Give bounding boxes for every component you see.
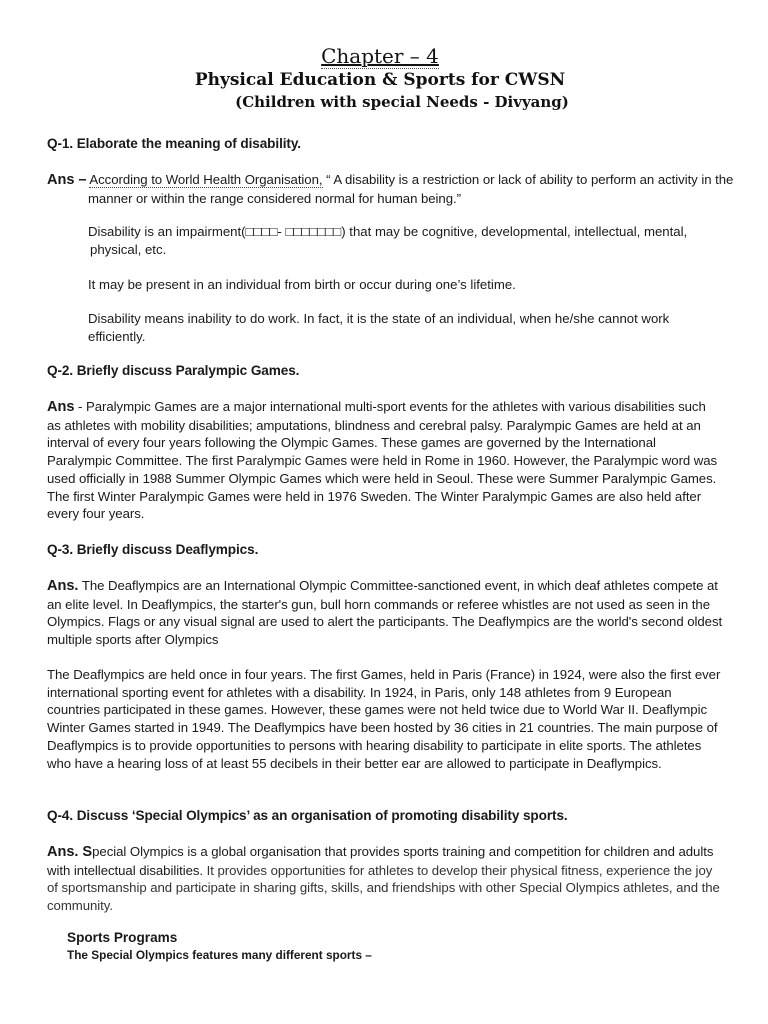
answer-source: According to World Health Organisation, — [89, 172, 323, 187]
answer-2 — [47, 398, 723, 523]
sports-programs-subheading: The Special Olympics features many different sports – — [67, 948, 372, 962]
answer-label: Ans — [47, 399, 75, 415]
sports-programs-heading: Sports Programs — [67, 930, 178, 945]
answer-1 — [47, 171, 764, 207]
answer-1-para-2 — [86, 223, 726, 258]
answer-label: Ans. — [47, 578, 79, 594]
answer-1-para-4: Disability means inability to do work. In fact, it is the state of an individual, when he/she cannot work efficiently. — [88, 311, 670, 344]
answer-text-2: It provides opportunities for athletes to develop their physical fitness, experience the joy of sportsmanship and participate in sharing gifts, skills, and friendships with other Special Olympics athletes, and the community. — [47, 862, 720, 914]
para-text: Disability is an impairment(□□□□- □□□□□□□) that may be cognitive, developmental, intellectual, mental, physical, etc. — [88, 224, 688, 257]
answer-1-para-3: It may be present in an individual from birth or occur during one’s lifetime. — [88, 277, 516, 292]
page-title: Physical Education & Sports for CWSN — [194, 70, 566, 90]
answer-text: - Paralympic Games are a major international multi-sport events for the athletes with various disabilities such as athletes with mobility disabilities; amputations, blindness and cerebral palsy. Paralympic Games are held at an interval of every four years following the Olympic Games. These games are governed by the International Paralympic Committee. The first Paralympic Games were held in Rome in 1960. However, the Paralympic word was used officially in 1988 Summer Olympic Games which were held in Seoul. These were Summer Paralympic Games. The first Winter Paralympic Games were held in 1976 Sweden. The Winter Paralympic Games are also held after every four years. — [47, 399, 718, 522]
answer-text: pecial Olympics is a global organisation that provides sports training and competition for children and adults with intellectual disabilities. — [47, 844, 714, 878]
answer-label: Ans – — [47, 172, 87, 188]
answer-4 — [47, 843, 723, 915]
answer-3 — [47, 577, 723, 649]
question-3: Q-3. Briefly discuss Deaflympics. — [47, 542, 259, 557]
question-2: Q-2. Briefly discuss Paralympic Games. — [47, 363, 300, 378]
answer-3-para-2: The Deaflympics are held once in four years. The first Games, held in Paris (France) in 1924, were also the first ever international sporting event for athletes with a disability. In 1924, in Paris, only 148 athletes from 9 European countries participated in these games. However, these games were not held twice due to World War II. Deaflympic Winter Games started in 1949. The Deaflympics have been hosted by 36 cities in 21 countries. The main purpose of Deaflympics is to provide opportunities to persons with hearing disability to participate in elite sports. The athletes who have a hearing loss of at least 55 decibels in their better ear are allowed to participate in Deaflympics. — [47, 667, 721, 771]
chapter-heading: Chapter – 4 — [321, 44, 439, 68]
answer-text: “ A disability is a restriction or lack of ability to perform an activity in the manner or within the range considered normal for human being.” — [88, 172, 734, 206]
question-4: Q-4. Discuss ‘Special Olympics’ as an organisation of promoting disability sports. — [47, 808, 568, 823]
answer-text: The Deaflympics are an International Olympic Committee-sanctioned event, in which deaf athletes compete at an elite level. In Deaflympics, the starter's gun, bull horn commands or referee whistles are not used as seen in the Olympics. Flags or any visual signal are used to alert the participants. The Deaflympics are the world's second oldest multiple sports after Olympics — [47, 578, 723, 648]
page-subtitle: (Children with special Needs - Divyang) — [235, 93, 569, 111]
answer-label: Ans. S — [47, 844, 93, 860]
question-1: Q-1. Elaborate the meaning of disability. — [47, 136, 301, 151]
